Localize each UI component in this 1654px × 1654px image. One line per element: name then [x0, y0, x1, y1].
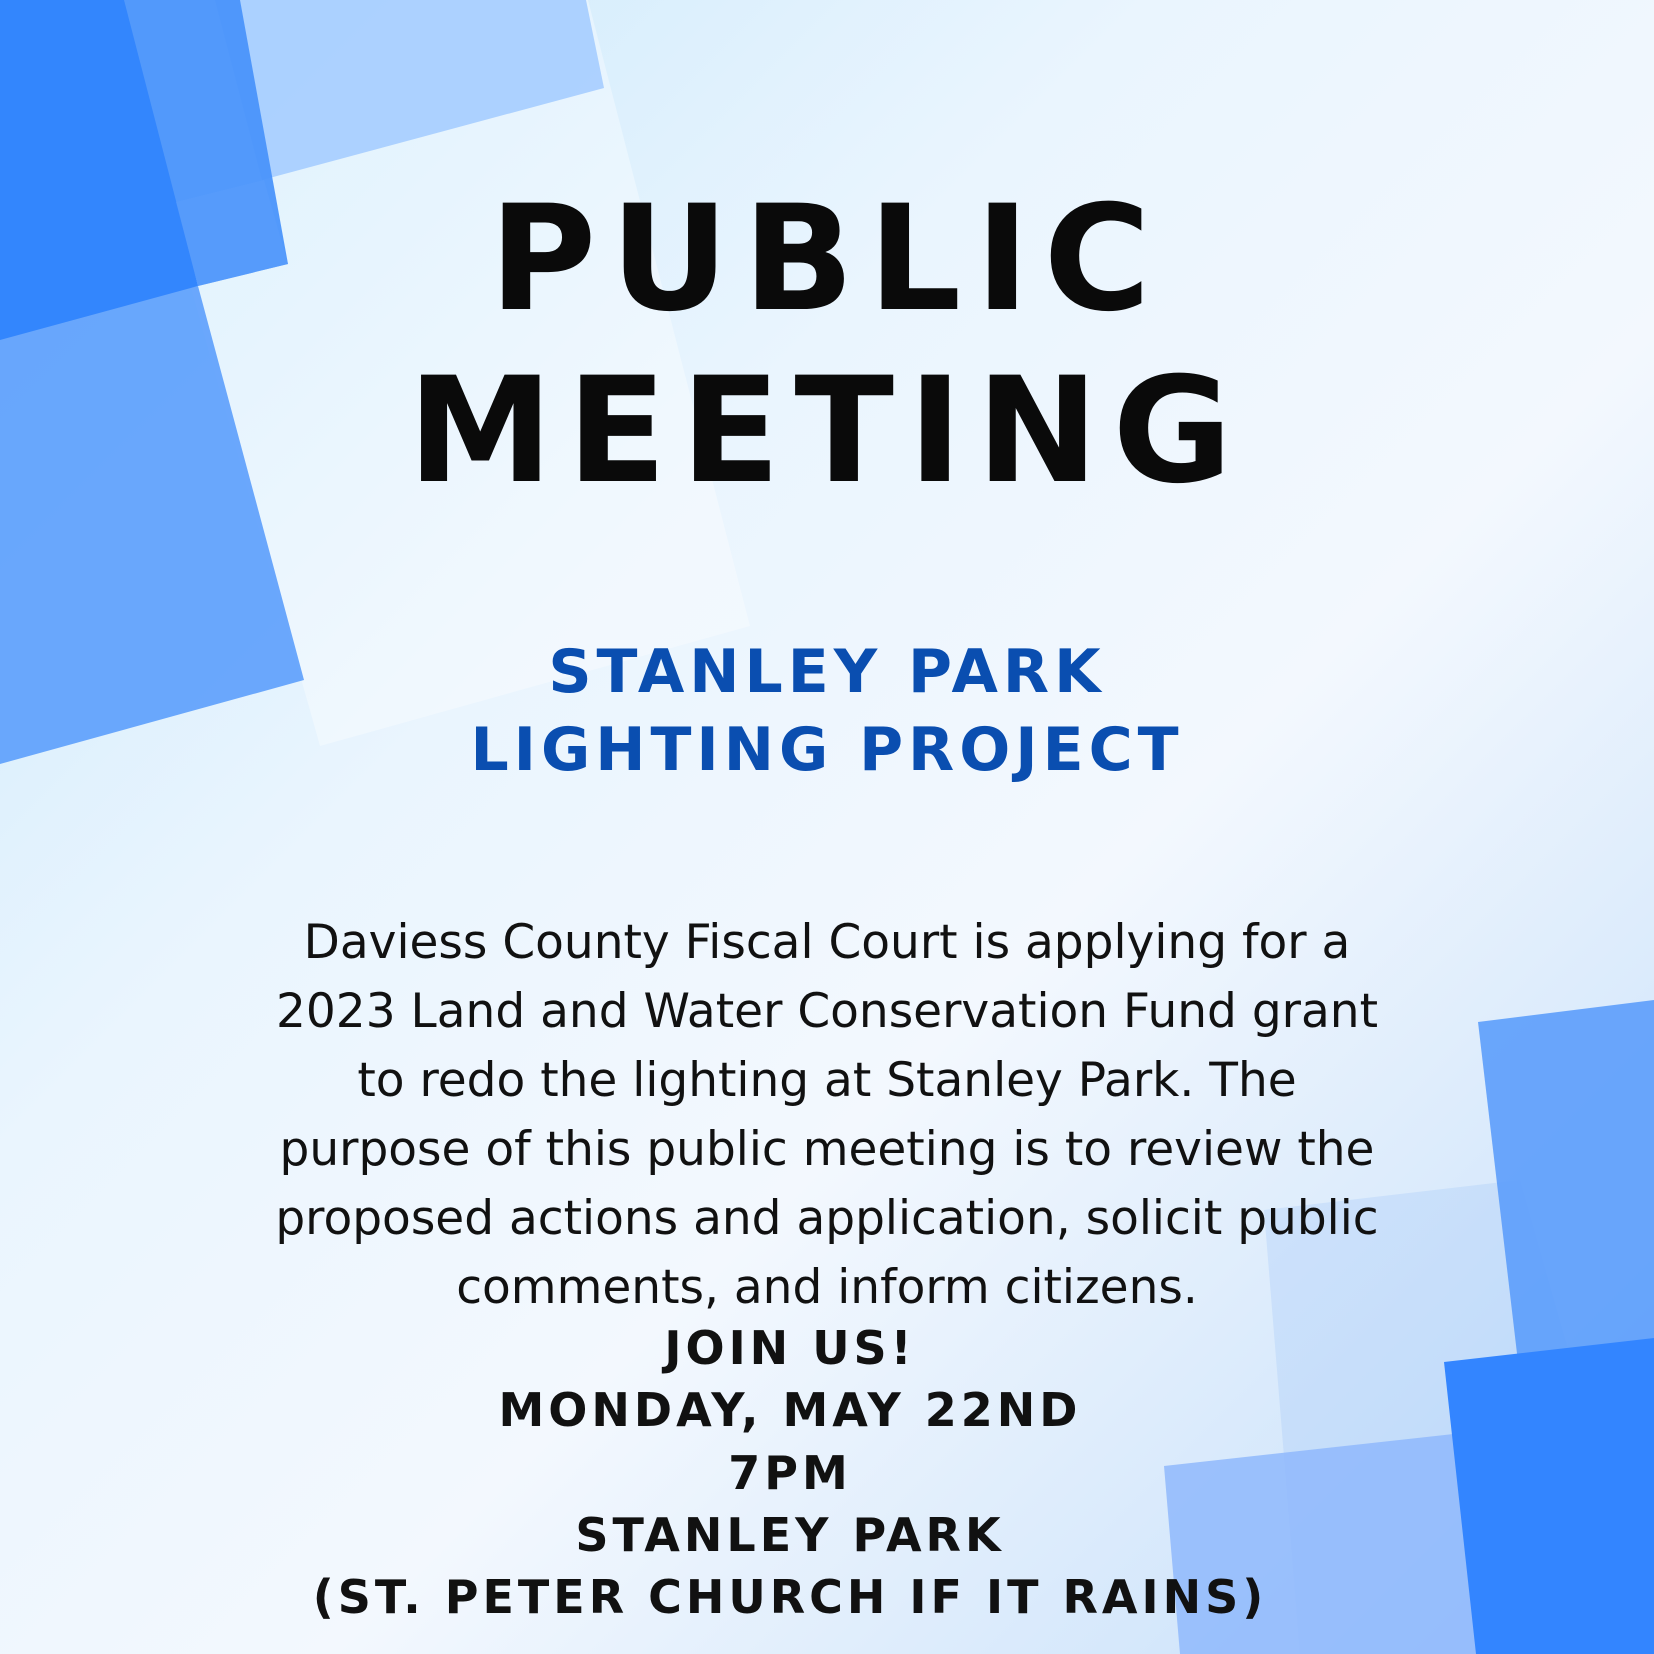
meeting-description [200, 908, 1454, 1322]
meeting-time: 7PM [728, 1446, 852, 1500]
description-line: Daviess County Fiscal Court is applying for a [303, 915, 1351, 970]
description-line: purpose of this public meeting is to review the [279, 1122, 1375, 1177]
rain-location: (ST. PETER CHURCH IF IT RAINS) [312, 1570, 1268, 1624]
meeting-location: STANLEY PARK [575, 1508, 1005, 1562]
meeting-date: MONDAY, MAY 22ND [498, 1383, 1082, 1437]
description-line: comments, and inform citizens. [456, 1260, 1198, 1315]
description-line: proposed actions and application, solicit public [275, 1191, 1379, 1246]
description-line: to redo the lighting at Stanley Park. The [357, 1053, 1297, 1108]
join-us-heading: JOIN US! [664, 1321, 916, 1375]
page-title-line-1: PUBLIC [489, 174, 1165, 344]
description-line: 2023 Land and Water Conservation Fund grant [276, 984, 1378, 1039]
page-title-line-2: MEETING [407, 346, 1247, 516]
project-subtitle-line-1: STANLEY PARK [548, 637, 1106, 707]
project-subtitle-line-2: LIGHTING PROJECT [470, 715, 1184, 785]
